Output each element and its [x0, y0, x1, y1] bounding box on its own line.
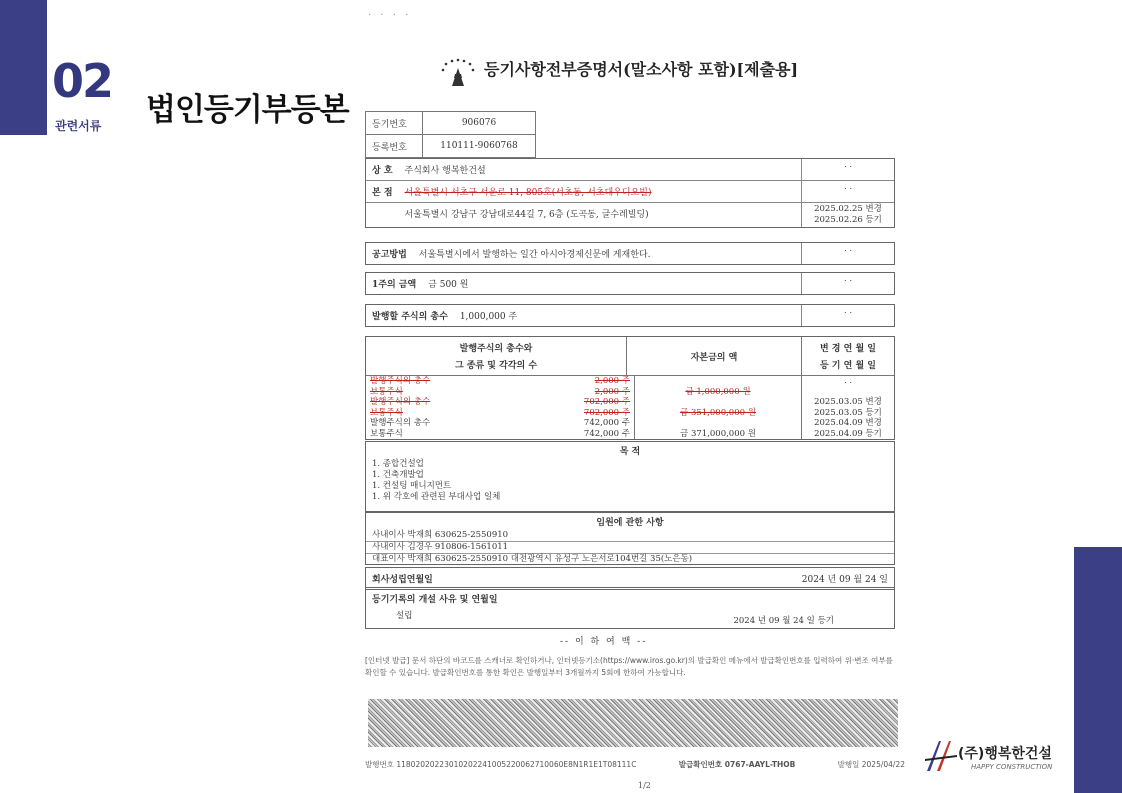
- hq-old-date: . .: [801, 181, 894, 202]
- stock-table: [365, 336, 895, 440]
- stock-row: [366, 387, 894, 398]
- notice-method-value: 서울특별시에서 발행하는 일간 아시아경제신문에 게재한다.: [418, 250, 651, 260]
- left-accent-bar: [0, 0, 47, 135]
- stock-count: 702,000 주: [583, 397, 630, 407]
- share-price-block: [365, 272, 895, 295]
- record-opening-reason: 설립: [396, 611, 413, 621]
- hq-old-value: 서울특별시 서초구 서운로 11, 805호(서초동, 서초대우디오빌): [404, 188, 652, 198]
- stock-kind: 발행주식의 총수: [370, 376, 431, 386]
- stock-kind: 보통주식: [370, 386, 403, 397]
- stock-date: [801, 387, 894, 398]
- stock-header-col3-line1: 변 경 연 월 일: [819, 344, 876, 354]
- company-block: [365, 158, 895, 228]
- purpose-block: [365, 441, 895, 512]
- stock-kind: 보통주식: [370, 428, 403, 439]
- id-number-table: [365, 111, 536, 158]
- stock-count: 742,000 주: [583, 428, 630, 439]
- record-opening-date: 2024 년 09 월 24 일 등기: [733, 616, 834, 626]
- hq-new-row: [366, 203, 894, 227]
- section-subtitle: 관련서류: [55, 119, 102, 133]
- issue-number: 발행번호 11802020223010202241005220062710060E8N1R1E1T08111C: [365, 760, 637, 769]
- stock-kind: 발행주식의 총수: [370, 397, 431, 407]
- company-row: [366, 159, 894, 181]
- established-value: 2024 년 09 월 24 일: [801, 575, 888, 585]
- page-number: 1/2: [638, 781, 651, 790]
- officer-item: 사내이사 박재희 630625-2550910: [366, 530, 894, 542]
- company-value: 주식회사 행복한건설: [404, 166, 486, 176]
- stock-date: 2025.04.09 변경: [801, 418, 894, 429]
- purpose-heading: 목 적: [619, 447, 641, 457]
- company-date: . .: [801, 159, 894, 180]
- stock-date: 2025.04.09 등기: [801, 429, 894, 440]
- share-price-label: 1주의 금액: [372, 280, 417, 290]
- scan-marks: · · · ·: [368, 10, 412, 21]
- stock-row: [366, 397, 894, 408]
- stock-row: [366, 429, 894, 440]
- section-number: 02: [52, 54, 113, 108]
- share-price-date: . .: [801, 273, 894, 294]
- hq-register-date: 2025.02.26 등기: [814, 215, 882, 225]
- stock-capital: [634, 376, 801, 387]
- registration-number-label: 등록번호: [366, 135, 423, 158]
- logo-mark-icon: [925, 737, 959, 773]
- total-shares-date: . .: [801, 305, 894, 326]
- document-title: 등기사항전부증명서(말소사항 포함)[제출용]: [484, 60, 799, 79]
- stock-capital: [634, 397, 801, 408]
- verification-notice: [인터넷 발급] 문서 하단의 바코드를 스캐너로 확인하거나, 인터넷등기소(https://www.iros.go.kr)의 발급확인 메뉴에서 발급확인번호를 입력하여 위·변조 여부를 확인할 수 있습니다. 발급확인번호를 통한 확인은 발행일부터 3개월까지 5회에 한하여 가능합니다.: [365, 656, 893, 677]
- section-title: 법인등기부등본: [146, 92, 349, 128]
- established-label: 회사성립연월일: [372, 575, 433, 585]
- stock-row: [366, 408, 894, 419]
- stock-date: 2025.03.05 변경: [801, 397, 894, 408]
- stock-header-col3-line2: 등 기 연 월 일: [819, 361, 876, 371]
- record-opening-block: [365, 587, 895, 629]
- stock-header-col1-line1: 발행주식의 총수와: [459, 344, 533, 354]
- notice-method-block: [365, 242, 895, 265]
- hq-new-value: 서울특별시 강남구 강남대로44길 7, 6층 (도곡동, 글수레빌딩): [404, 210, 649, 220]
- end-mark: -- 이 하 여 백 --: [560, 637, 648, 647]
- stock-count: 2,000 주: [594, 386, 630, 397]
- confirm-number: 발급확인번호 0767-AAYL-THOB: [678, 760, 796, 769]
- notice-method-label: 공고방법: [372, 250, 407, 260]
- stock-row: [366, 418, 894, 429]
- issue-date: 발행일 2025/04/22: [837, 760, 905, 769]
- registration-number-value: 110111-9060768: [423, 135, 536, 158]
- officer-item: 대표이사 박재희 630625-2550910 대전광역시 유성구 노은서로104번길 35(노은동): [372, 554, 693, 564]
- company-label: 상 호: [372, 166, 393, 176]
- logo-text: (주)행복한건설: [958, 746, 1052, 762]
- stock-date: 2025.03.05 등기: [801, 408, 894, 419]
- total-shares-label: 발행할 주식의 총수: [372, 312, 448, 322]
- total-shares-block: [365, 304, 895, 327]
- purpose-item: 1. 건축개발업: [372, 470, 424, 480]
- stock-header-col2: 자본금의 액: [626, 337, 801, 375]
- stock-count: 702,000 주: [583, 407, 630, 418]
- stock-capital: 금 1,000,000 원: [634, 387, 801, 398]
- officers-heading: 임원에 관한 사항: [596, 518, 664, 528]
- registry-number-value: 906076: [423, 112, 536, 135]
- stock-rows: [366, 376, 894, 439]
- stock-kind: 보통주식: [370, 407, 403, 418]
- stock-count: 2,000 주: [594, 376, 630, 386]
- hq-change-date: 2025.02.25 변경: [814, 204, 882, 214]
- purpose-item: 1. 위 각호에 관련된 부대사업 일체: [372, 492, 501, 502]
- hq-new-dates: [801, 203, 894, 227]
- purpose-item: 1. 종합건설업: [372, 459, 424, 469]
- registry-document: [360, 0, 920, 793]
- stock-kind: 발행주식의 총수: [370, 418, 431, 428]
- right-accent-bar: [1074, 547, 1122, 793]
- officer-item: 사내이사 김경우 910806-1561011: [366, 542, 894, 554]
- share-price-value: 금 500 원: [428, 280, 469, 290]
- logo-tagline: HAPPY CONSTRUCTION: [971, 763, 1053, 771]
- record-opening-label: 등기기록의 개설 사유 및 연월일: [372, 595, 498, 605]
- stock-capital: 금 351,000,000 원: [634, 408, 801, 419]
- company-logo: [925, 737, 1065, 777]
- stock-header-col1-line2: 그 종류 및 각각의 수: [454, 361, 538, 371]
- hq-label: 본 점: [372, 188, 393, 198]
- registry-number-label: 등기번호: [366, 112, 423, 135]
- stock-capital: [634, 418, 801, 429]
- stock-table-header: [366, 337, 894, 376]
- stock-capital: 금 371,000,000 원: [634, 429, 801, 440]
- stock-row: [366, 376, 894, 387]
- total-shares-value: 1,000,000 주: [459, 312, 518, 322]
- court-emblem-icon: [438, 56, 478, 90]
- stock-date: . .: [801, 376, 894, 387]
- purpose-item: 1. 컨설팅 매니지먼트: [372, 481, 452, 491]
- officers-block: [365, 512, 895, 565]
- document-footer: [365, 759, 905, 770]
- stock-count: 742,000 주: [583, 418, 630, 428]
- hq-old-row: [366, 181, 894, 203]
- notice-method-date: . .: [801, 243, 894, 264]
- barcode-pattern: [368, 699, 898, 747]
